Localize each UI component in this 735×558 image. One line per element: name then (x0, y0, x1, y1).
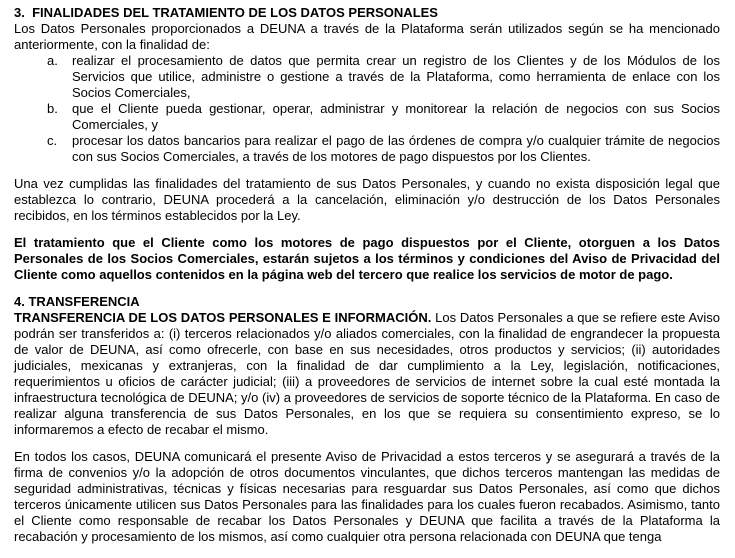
list-marker-a: a. (47, 53, 58, 68)
section-4-heading: 4. TRANSFERENCIA (14, 294, 140, 309)
purpose-list (14, 53, 720, 165)
paragraph-transfer (14, 310, 720, 438)
list-item-a (14, 53, 720, 101)
section-4-transferencia (14, 294, 720, 438)
paragraph-safeguards: En todos los casos, DEUNA comunicará el presente Aviso de Privacidad a estos terceros y se asegurará a través de la firma de convenios y/o la adopción de otros documentos vinculantes, que dichos terceros mantengan las medidas de seguridad administrativas, técnicas y físicas necesarias para resguardar sus Datos Personales, así como que dichos terceros únicamente utilicen sus Datos Personales para las finalidades para los cuales fueron recabados. Asimismo, tanto el Cliente como responsable de recabar los Datos Personales y DEUNA que facilita a través de la Plataforma la recabación y procesamiento de los mismos, así como cualquier otra persona relacionada con DEUNA que tenga (14, 449, 720, 544)
section-3-finalidades (14, 5, 720, 165)
section-3-heading: 3. FINALIDADES DEL TRATAMIENTO DE LOS DATOS PERSONALES (14, 5, 438, 20)
section-3-intro: Los Datos Personales proporcionados a DEUNA a través de la Plataforma serán utilizados según se ha mencionado anteriormente, con la finalidad de: (14, 21, 720, 52)
transfer-lead: TRANSFERENCIA DE LOS DATOS PERSONALES E INFORMACIÓN. (14, 310, 432, 325)
list-item-c (14, 133, 720, 165)
list-text-a: realizar el procesamiento de datos que permita crear un registro de los Clientes y de los Módulos de los Servicios que utilice, administre o gestione a través de la Plataforma, como herramienta de enlace con los Socios Comerciales, (72, 53, 720, 100)
paragraph-cancellation: Una vez cumplidas las finalidades del tratamiento de sus Datos Personales, y cuando no exista disposición legal que establezca lo contrario, DEUNA procederá a la cancelación, eliminación y/o destrucción de los Datos Personales recibidos, en los términos establecidos por la Ley. (14, 176, 720, 223)
list-item-b (14, 101, 720, 133)
list-text-b: que el Cliente pueda gestionar, operar, administrar y monitorear la relación de negocios con sus Socios Comerciales, y (72, 101, 720, 132)
transfer-body: Los Datos Personales a que se refiere este Aviso podrán ser transferidos a: (i) terceros relacionados y/o aliados comerciales, con la finalidad de engrandecer la propuesta de valor de DEUNA, así como ofrecerle, con base en sus necesidades, otros productos y servicios; (ii) autoridades judiciales, mexicanas y extranjeras, con la finalidad de dar cumplimiento a la Ley, legislación, notificaciones, requerimientos u oficios de carácter judicial; (iii) a proveedores de servicios de internet sobre la cual esté montada la infraestructura tecnológica de DEUNA; y/o (iv) a proveedores de servicios de soporte técnico de la Plataforma. En caso de realizar alguna transferencia de sus Datos Personales, en los que se requiera su consentimiento expreso, se lo informaremos a efecto de recabar el mismo. (14, 310, 720, 437)
list-marker-b: b. (47, 101, 58, 116)
paragraph-client-engines: El tratamiento que el Cliente como los motores de pago dispuestos por el Cliente, otorguen a los Datos Personales de los Socios Comerciales, estarán sujetos a los términos y condiciones del Aviso de Privacidad del Cliente como aquellos contenidos en la página web del tercero que realice los servicios de motor de pago. (14, 235, 720, 282)
list-marker-c: c. (47, 133, 58, 148)
list-text-c: procesar los datos bancarios para realizar el pago de las órdenes de compra y/o cualquier trámite de negocios con sus Socios Comerciales, a través de los motores de pago dispuestos por los Clientes. (72, 133, 720, 164)
